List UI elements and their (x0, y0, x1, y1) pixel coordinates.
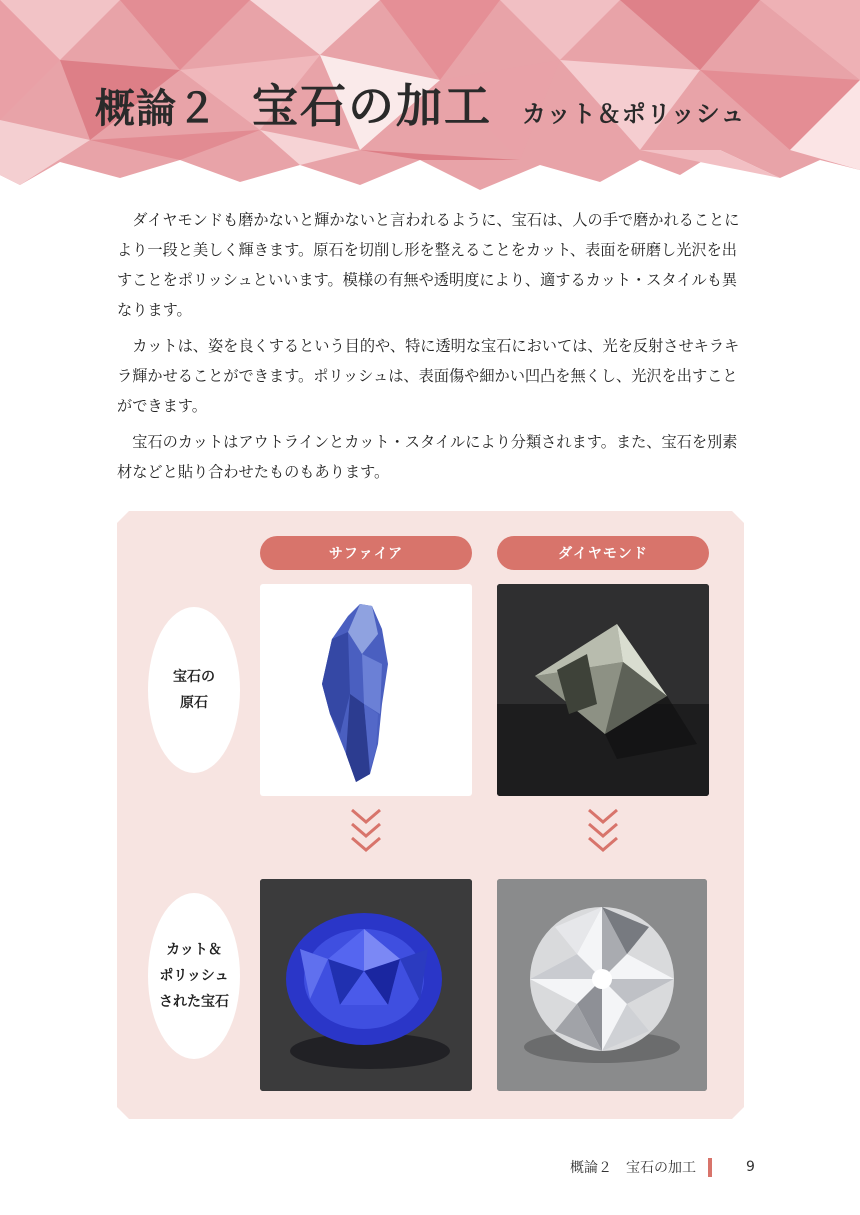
paragraph: ダイヤモンドも磨かないと輝かないと言われるように、宝石は、人の手で磨かれることにより一段と美しく輝きます。原石を切削し形を整えることをカット、表面を研磨し光沢を出すことをポリッシュといいます。模様の有無や透明度により、適するカット・スタイルも異なります。 (117, 211, 740, 319)
page-footer (570, 1157, 755, 1177)
paragraph: カットは、姿を良くするという目的や、特に透明な宝石においては、光を反射させキラキラ輝かせることができます。ポリッシュは、表面傷や細かい凹凸を無くし、光沢を出すことができます。 (117, 337, 740, 415)
chapter-label: 概論２ (95, 86, 218, 132)
cut-diamond-image (497, 879, 707, 1091)
rough-diamond-image (497, 584, 709, 796)
row-label-rough (148, 607, 240, 773)
chevron-down-icon (350, 806, 382, 856)
cut-sapphire-image (260, 879, 472, 1091)
page-title: 宝石の加工 (252, 79, 492, 133)
rough-sapphire-image (260, 584, 472, 796)
paragraph: 宝石のカットはアウトラインとカット・スタイルにより分類されます。また、宝石を別素材などと貼り合わせたものもあります。 (117, 433, 738, 481)
page-number: 9 (746, 1159, 755, 1175)
page-header (0, 0, 860, 200)
row-label-cut (148, 893, 240, 1059)
row-label-line: カット＆ (166, 942, 222, 958)
body-text (117, 205, 745, 493)
footer-section: 概論２ 宝石の加工 (570, 1160, 696, 1176)
page-subtitle: カット＆ポリッシュ (522, 100, 746, 128)
column-header-diamond: ダイヤモンド (497, 536, 709, 570)
row-label-line: 宝石の (173, 669, 215, 685)
row-label-line: された宝石 (159, 994, 229, 1010)
chevron-down-icon (587, 806, 619, 856)
column-header-sapphire: サファイア (260, 536, 472, 570)
footer-divider (708, 1158, 712, 1177)
row-label-line: 原石 (180, 695, 208, 711)
row-label-line: ポリッシュ (159, 968, 229, 984)
